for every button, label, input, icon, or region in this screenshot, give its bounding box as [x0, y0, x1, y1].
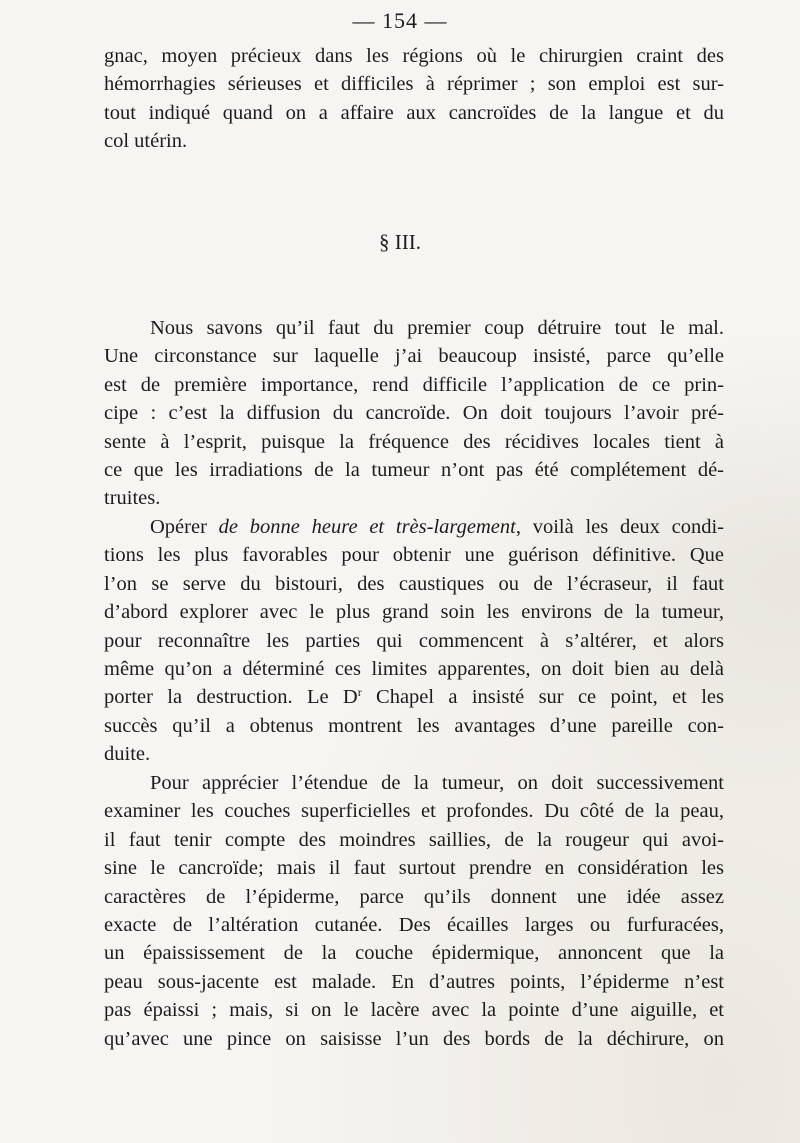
text-fragment: , voilà les deux condi- — [515, 516, 724, 538]
text-line: col utérin. — [104, 130, 188, 153]
text-line: tions les plus favorables pour obtenir une guérison définitive. Que — [104, 544, 724, 567]
text-line: Pour apprécier l’étendue de la tumeur, on doit successivement — [150, 772, 724, 794]
text-line: sine le cancroïde; mais il faut surtout prendre en considération les — [104, 857, 724, 880]
text-line: truites. — [104, 487, 161, 510]
text-line: exacte de l’altération cutanée. Des écailles larges ou furfuracées, — [104, 914, 724, 937]
text-line: Nous savons qu’il faut du premier coup détruire tout le mal. — [150, 317, 724, 339]
text-fragment: Chapel a insisté sur ce point, et les — [361, 686, 724, 709]
text-line: d’abord explorer avec le plus grand soin les environs de la tumeur, — [104, 601, 724, 624]
text-line: gnac, moyen précieux dans les régions où le chirurgien craint des — [104, 45, 724, 67]
text-line: succès qu’il a obtenus montrent les avantages d’une pareille con- — [104, 714, 724, 737]
text-line: hémorrhagies sérieuses et difficiles à réprimer ; son emploi est sur- — [104, 73, 724, 96]
text-line: examiner les couches superficielles et profondes. Du côté de la peau, — [104, 800, 724, 823]
text-fragment: Opérer — [150, 516, 219, 538]
text-line: ce que les irradiations de la tumeur n’ont pas été complétement dé- — [104, 459, 724, 482]
text-line: cipe : c’est la diffusion du cancroïde. On doit toujours l’avoir pré- — [104, 402, 724, 425]
text-line: l’on se serve du bistouri, des caustiques ou de l’écraseur, il faut — [104, 572, 724, 595]
text-line: même qu’on a déterminé ces limites apparentes, on doit bien au delà — [104, 658, 724, 681]
paragraph-operate — [104, 513, 724, 769]
section-heading: § III. — [379, 230, 421, 254]
text-fragment: porter la destruction. Le D — [104, 686, 358, 709]
superscript: r — [357, 685, 362, 700]
text-line: peau sous-jacente est malade. En d’autres points, l’épiderme n’est — [104, 970, 724, 993]
text-line: caractères de l’épiderme, parce qu’ils donnent une idée assez — [104, 885, 724, 908]
paragraph-extent — [104, 769, 724, 1053]
italic-emphasis: de bonne heure et très-largement — [218, 516, 516, 538]
paragraph-continuation — [104, 42, 724, 156]
text-line: il faut tenir compte des moindres saillies, de la rougeur qui avoi- — [104, 828, 724, 851]
text-line: tout indiqué quand on a affaire aux cancroïdes de la langue et du — [104, 101, 724, 124]
text-line: pour reconnaître les parties qui commencent à s’altérer, et alors — [104, 629, 724, 652]
page-number: — 154 — — [352, 8, 448, 33]
text-line: qu’avec une pince on saisisse l’un des bords de la déchirure, on — [104, 1027, 724, 1050]
text-line: sente à l’esprit, puisque la fréquence des récidives locales tient à — [104, 430, 724, 453]
text-line: Une circonstance sur laquelle j’ai beaucoup insisté, parce qu’elle — [104, 345, 724, 368]
text-line: est de première importance, rend difficile l’application de ce prin- — [104, 373, 724, 396]
text-line — [104, 683, 724, 711]
text-line — [104, 513, 724, 541]
text-line: pas épaissi ; mais, si on le lacère avec la pointe d’une aiguille, et — [104, 999, 724, 1022]
paragraph-diffusion — [104, 314, 724, 513]
text-line: un épaississement de la couche épidermique, annoncent que la — [104, 942, 724, 965]
text-line: duite. — [104, 743, 151, 766]
